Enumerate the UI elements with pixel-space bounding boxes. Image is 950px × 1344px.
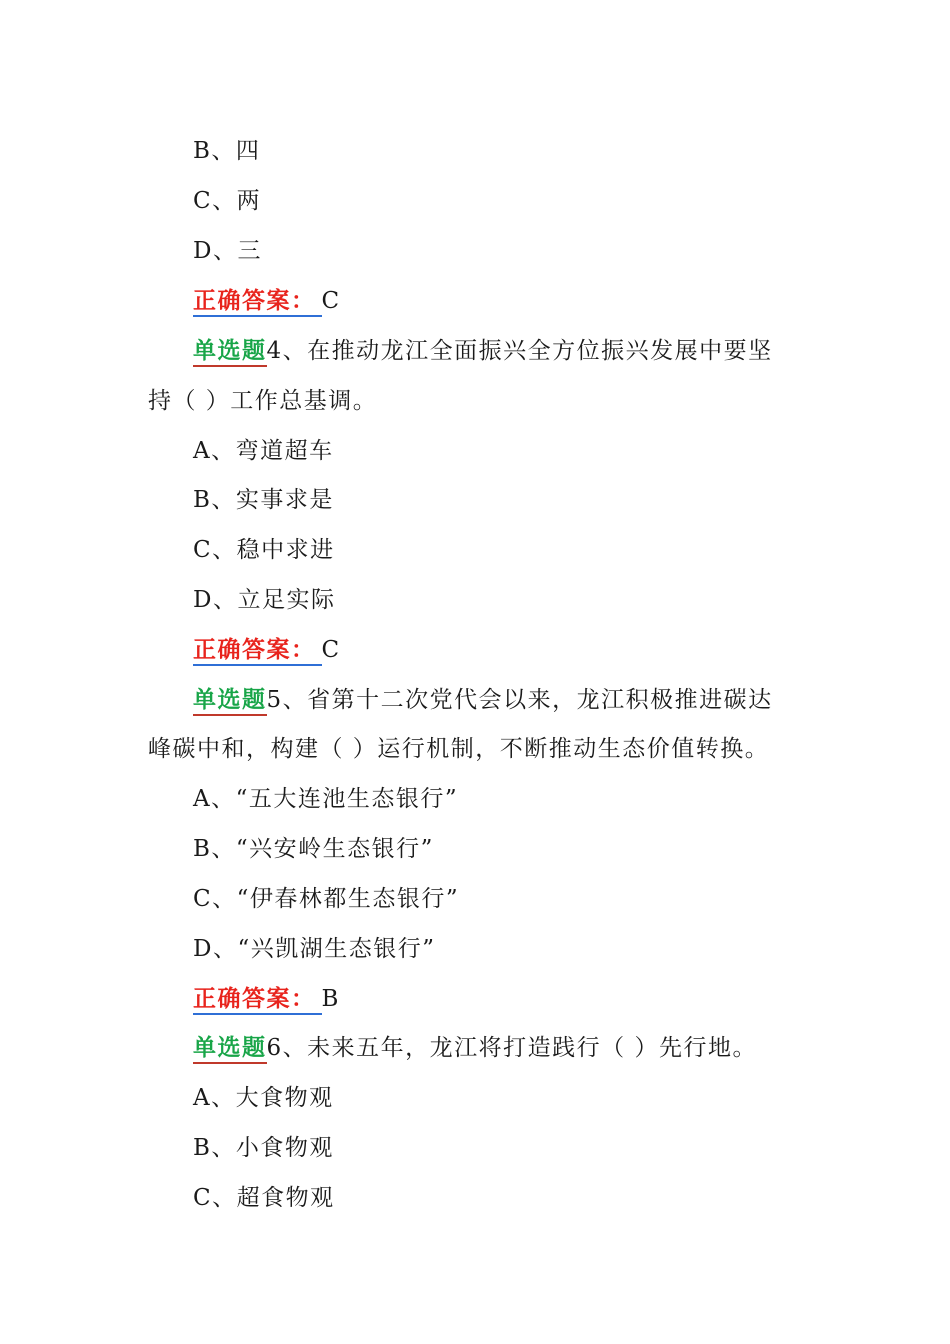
option-prev-c: C、两 (193, 188, 262, 214)
answer-label: 正确答案： (193, 985, 322, 1015)
option-q4-d: D、立足实际 (193, 587, 336, 613)
question-4-text: 4、在推动龙江全面振兴全方位振兴发展中要坚 (266, 338, 773, 364)
answer-q4 (193, 635, 341, 666)
option-q4-a: A、弯道超车 (193, 438, 334, 464)
question-4-line-2: 持（ ）工作总基调。 (148, 388, 378, 414)
answer-value: C (321, 288, 341, 314)
answer-q5 (193, 984, 340, 1015)
option-q4-b: B、实事求是 (193, 487, 334, 513)
option-q4-c: C、稳中求进 (193, 537, 335, 563)
option-prev-b: B、四 (193, 138, 261, 164)
answer-value: C (321, 637, 341, 663)
question-type-label: 单选题 (193, 686, 267, 716)
question-5-line-2: 峰碳中和，构建（ ）运行机制，不断推动生态价值转换。 (148, 736, 770, 762)
option-prev-d: D、三 (193, 238, 262, 264)
answer-label: 正确答案： (193, 636, 322, 666)
question-5-text: 5、省第十二次党代会以来，龙江积极推进碳达 (266, 687, 773, 713)
question-4-line-1 (193, 336, 773, 367)
answer-value: B (321, 986, 340, 1012)
question-6-text: 6、未来五年，龙江将打造践行（ ）先行地。 (266, 1035, 757, 1061)
question-type-label: 单选题 (193, 1034, 267, 1064)
answer-prev (193, 286, 341, 317)
question-5-line-1 (193, 685, 773, 716)
option-q6-c: C、超食物观 (193, 1185, 335, 1211)
option-q5-d: D、“兴凯湖生态银行” (193, 936, 436, 962)
question-6-line-1 (193, 1033, 757, 1064)
answer-label: 正确答案： (193, 287, 322, 317)
question-type-label: 单选题 (193, 337, 267, 367)
option-q6-a: A、大食物观 (193, 1085, 334, 1111)
option-q6-b: B、小食物观 (193, 1135, 334, 1161)
option-q5-b: B、“兴安岭生态银行” (193, 836, 434, 862)
option-q5-c: C、“伊春林都生态银行” (193, 886, 460, 912)
option-q5-a: A、“五大连池生态银行” (193, 786, 459, 812)
